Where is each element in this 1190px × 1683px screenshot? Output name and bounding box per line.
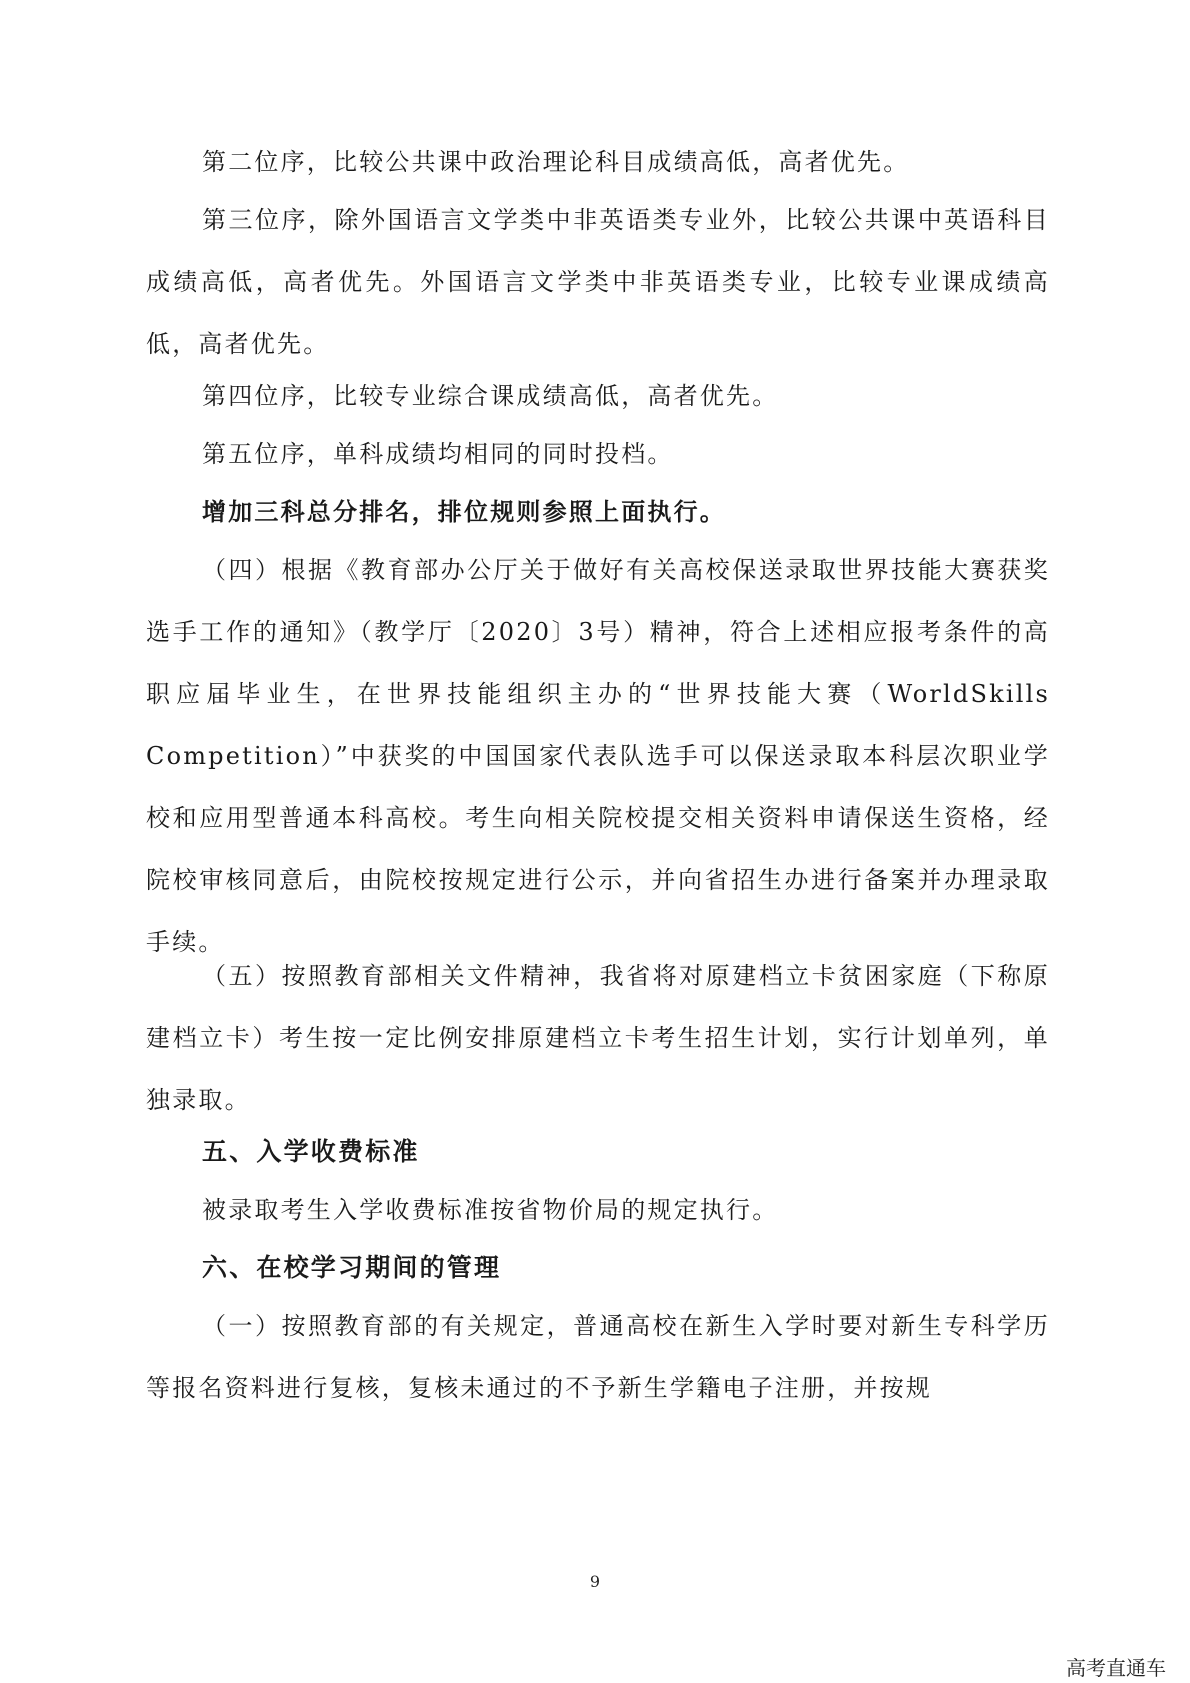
paragraph-fees: 被录取考生入学收费标准按省物价局的规定执行。 [202,1196,779,1224]
watermark-text: 高考直通车 [1066,1656,1166,1680]
paragraph-poverty-plan: （五）按照教育部相关文件精神，我省将对原建档立卡贫困家庭（下称原建档立卡）考生按一定比例安排原建档立卡考生招生计划，实行计划单列，单独录取。 [146,962,1050,1114]
paragraph-rank-3: 第三位序，除外国语言文学类中非英语类专业外，比较公共课中英语科目成绩高低，高者优先。外国语言文学类中非英语类专业，比较专业课成绩高低，高者优先。 [146,206,1050,358]
paragraph-worldskills: （四）根据《教育部办公厅关于做好有关高校保送录取世界技能大赛获奖选手工作的通知》（教学厅〔2020〕3号）精神，符合上述相应报考条件的高职应届毕业生，在世界技能组织主办的“世界技能大赛（WorldSkills Competition）”中获奖的中国国家代表队选手可以保送录取本科层次职业学校和应用型普通本科高校。考生向相关院校提交相关资料申请保送生资格，经院校审核同意后，由院校按规定进行公示，并向省招生办进行备案并办理录取手续。 [146,556,1050,956]
section-heading-management: 六、在校学习期间的管理 [202,1253,502,1282]
paragraph-total-score-rank: 增加三科总分排名，排位规则参照上面执行。 [202,497,726,526]
paragraph-rank-4: 第四位序，比较专业综合课成绩高低，高者优先。 [202,382,779,410]
paragraph-review: （一）按照教育部的有关规定，普通高校在新生入学时要对新生专科学历等报名资料进行复核，复核未通过的不予新生学籍电子注册，并按规 [146,1312,1050,1402]
page-number: 9 [589,1572,601,1591]
section-heading-fees: 五、入学收费标准 [202,1137,420,1166]
paragraph-rank-2: 第二位序，比较公共课中政治理论科目成绩高低，高者优先。 [202,148,910,176]
paragraph-rank-5: 第五位序，单科成绩均相同的同时投档。 [202,440,674,468]
